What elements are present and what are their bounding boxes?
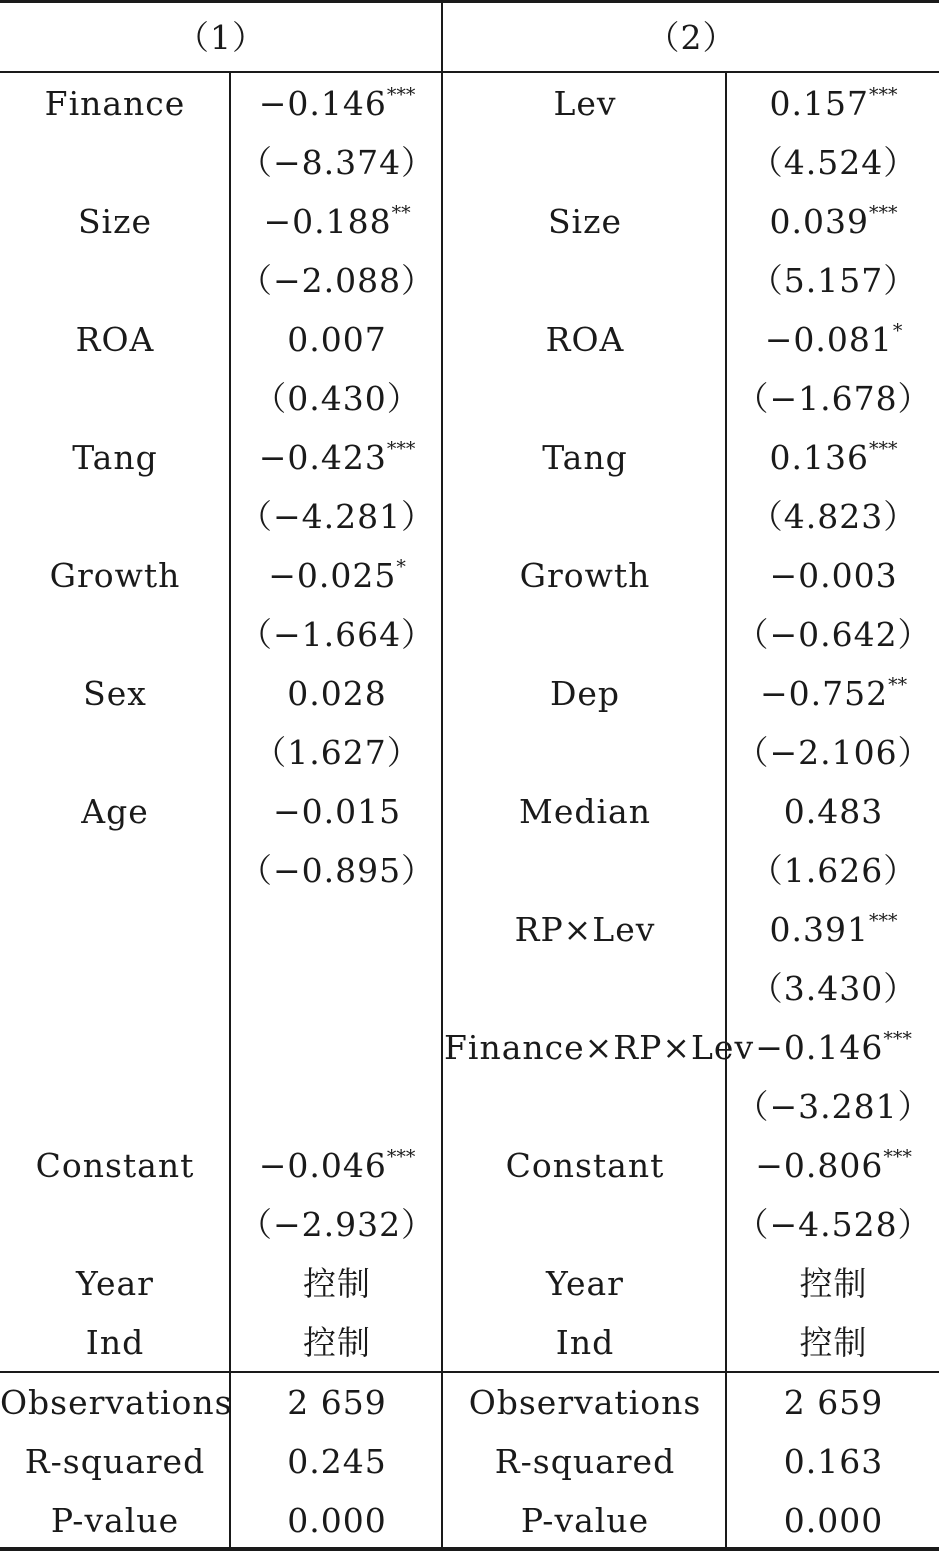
- variable-label-right-text: ROA: [545, 320, 625, 359]
- coefficient-left: [232, 900, 442, 959]
- stat-value-right: [728, 1491, 939, 1550]
- coefficient-left-text: 控制: [303, 1264, 371, 1303]
- variable-label-left: [0, 841, 230, 900]
- significance-stars: ***: [386, 1146, 416, 1168]
- coefficient-left-text: −0.046: [258, 1146, 387, 1185]
- variable-label-left: [0, 1077, 230, 1136]
- stat-label-left: [0, 1491, 230, 1550]
- coefficient-right: [728, 487, 939, 546]
- stat-value-right: [728, 1373, 939, 1432]
- variable-label-right: [444, 841, 726, 900]
- stat-value-right-text: 2 659: [783, 1383, 884, 1422]
- significance-stars: **: [391, 202, 411, 224]
- coefficient-right-text: 控制: [799, 1264, 868, 1303]
- variable-label-right-text: Size: [547, 202, 623, 241]
- variable-label-right-text: Year: [546, 1264, 624, 1303]
- coefficient-left: [232, 1313, 442, 1372]
- column-header-2: （2）: [646, 18, 737, 57]
- coefficient-left-text: −0.146: [258, 84, 387, 123]
- coefficient-right: [728, 1136, 939, 1195]
- stat-label-left: [0, 1373, 233, 1432]
- variable-label-left-text: Age: [81, 792, 149, 831]
- coefficient-right-text: 0.391: [769, 910, 869, 949]
- column-header-1: （1）: [176, 18, 266, 57]
- coefficient-right: [728, 1313, 939, 1372]
- significance-stars: ***: [386, 438, 416, 460]
- variable-label-left: [0, 1136, 230, 1195]
- variable-label-right: [444, 74, 726, 133]
- coefficient-left-text: （−4.281）: [238, 497, 436, 536]
- significance-stars: ***: [868, 84, 898, 106]
- coefficient-right-text: 0.483: [783, 792, 884, 831]
- coefficient-right: [728, 251, 939, 310]
- coefficient-left-text: （−8.374）: [238, 143, 436, 182]
- coefficient-right-text: （−3.281）: [735, 1087, 932, 1126]
- significance-stars: *: [892, 320, 903, 342]
- coefficient-right: [728, 1018, 939, 1077]
- coefficient-right: [728, 723, 939, 782]
- significance-stars: ***: [868, 438, 898, 460]
- coefficient-right-text: 控制: [799, 1323, 868, 1362]
- stat-label-left-text: R-squared: [24, 1442, 206, 1481]
- coefficient-right: [728, 959, 939, 1018]
- stat-value-left: [232, 1432, 442, 1491]
- coefficient-right-text: 0.136: [769, 438, 869, 477]
- stat-value-left-text: 0.000: [287, 1501, 387, 1540]
- variable-label-right: [444, 428, 726, 487]
- variable-label-right: [444, 1018, 755, 1077]
- coefficient-right: [728, 369, 939, 428]
- variable-label-right-text: Growth: [519, 556, 651, 595]
- coefficient-left-text: −0.015: [272, 792, 402, 831]
- coefficient-left: [232, 428, 442, 487]
- variable-label-right: [444, 310, 726, 369]
- coefficient-left: [232, 546, 442, 605]
- coefficient-right-text: （−2.106）: [735, 733, 932, 772]
- coefficient-left: [232, 723, 442, 782]
- coefficient-right-text: −0.003: [769, 556, 898, 595]
- coefficient-right: [728, 841, 939, 900]
- coefficient-right: [728, 782, 939, 841]
- variable-label-right: [444, 605, 726, 664]
- stat-value-left-text: 2 659: [287, 1383, 387, 1422]
- coefficient-right: [728, 546, 939, 605]
- stat-value-left-text: 0.245: [287, 1442, 387, 1481]
- coefficient-left: [232, 1136, 442, 1195]
- variable-label-left-text: Growth: [49, 556, 181, 595]
- variable-label-right: [444, 959, 726, 1018]
- variable-label-right-text: Tang: [542, 438, 628, 477]
- variable-label-left: [0, 723, 230, 782]
- coefficient-left-text: （−2.932）: [238, 1205, 436, 1244]
- variable-label-right: [444, 1313, 726, 1372]
- variable-label-left: [0, 133, 230, 192]
- variable-label-right-text: Constant: [505, 1146, 665, 1185]
- variable-label-left: [0, 1254, 230, 1313]
- variable-label-right-text: Lev: [553, 84, 617, 123]
- coefficient-right-text: （−1.678）: [735, 379, 932, 418]
- coefficient-left-text: （−2.088）: [238, 261, 436, 300]
- header-rule: [0, 71, 939, 73]
- stat-label-left-text: Observations: [0, 1383, 233, 1422]
- coefficient-left: [232, 192, 442, 251]
- variable-label-left: [0, 1018, 230, 1077]
- coefficient-left-text: （−0.895）: [238, 851, 436, 890]
- variable-label-left: [0, 74, 230, 133]
- coefficient-left-text: （0.430）: [253, 379, 421, 418]
- coefficient-right-text: −0.081: [764, 320, 893, 359]
- significance-stars: ***: [868, 202, 898, 224]
- coefficient-left: [232, 133, 442, 192]
- coefficient-right-text: 0.157: [769, 84, 869, 123]
- coefficient-right: [728, 192, 939, 251]
- stat-value-left: [232, 1373, 442, 1432]
- coefficient-left: [232, 251, 442, 310]
- variable-label-left: [0, 605, 230, 664]
- coefficient-left: [232, 310, 442, 369]
- significance-stars: ***: [883, 1028, 912, 1050]
- variable-label-right: [444, 251, 726, 310]
- variable-label-right: [444, 900, 726, 959]
- coefficient-right-text: （−0.642）: [735, 615, 932, 654]
- significance-stars: *: [396, 556, 406, 578]
- coefficient-left-text: （−1.664）: [238, 615, 436, 654]
- variable-label-right: [444, 1136, 726, 1195]
- variable-label-right: [444, 664, 726, 723]
- coefficient-left: [232, 74, 442, 133]
- coefficient-left: [232, 1195, 442, 1254]
- coefficient-right: [728, 428, 939, 487]
- coefficient-right-text: （1.626）: [749, 851, 918, 890]
- coefficient-right: [728, 133, 939, 192]
- coefficient-left: [232, 1018, 442, 1077]
- variable-label-right: [444, 192, 726, 251]
- variable-label-left: [0, 369, 230, 428]
- variable-label-right: [444, 369, 726, 428]
- coefficient-right: [728, 1195, 939, 1254]
- variable-label-left-text: Size: [77, 202, 153, 241]
- variable-label-left: [0, 959, 230, 1018]
- coefficient-left-text: 0.028: [287, 674, 387, 713]
- coefficient-left: [232, 487, 442, 546]
- coefficient-right-text: （4.524）: [749, 143, 918, 182]
- variable-label-left: [0, 664, 230, 723]
- coefficient-left: [232, 959, 442, 1018]
- coefficient-left-text: （1.627）: [253, 733, 421, 772]
- coefficient-right: [728, 664, 939, 723]
- coefficient-left: [232, 841, 442, 900]
- coefficient-right-text: 0.039: [769, 202, 869, 241]
- variable-label-right-text: Ind: [555, 1323, 615, 1362]
- stat-label-right-text: R-squared: [494, 1442, 676, 1481]
- significance-stars: ***: [868, 910, 898, 932]
- coefficient-left: [232, 605, 442, 664]
- coefficient-right-text: （3.430）: [749, 969, 918, 1008]
- stat-label-left-text: P-value: [50, 1501, 180, 1540]
- coefficient-left-text: −0.423: [258, 438, 387, 477]
- variable-label-right: [444, 546, 726, 605]
- stat-value-right: [728, 1432, 939, 1491]
- stat-label-right-text: Observations: [468, 1383, 702, 1422]
- stat-value-right-text: 0.000: [783, 1501, 884, 1540]
- significance-stars: ***: [386, 84, 416, 106]
- variable-label-left: [0, 310, 230, 369]
- coefficient-left-text: −0.025: [268, 556, 397, 595]
- stat-value-right-text: 0.163: [783, 1442, 884, 1481]
- significance-stars: **: [888, 674, 908, 696]
- variable-label-left: [0, 782, 230, 841]
- variable-label-right: [444, 1077, 726, 1136]
- variable-label-left-text: Year: [76, 1264, 154, 1303]
- variable-label-right-text: Dep: [549, 674, 621, 713]
- significance-stars: ***: [883, 1146, 912, 1168]
- coefficient-right-text: （5.157）: [749, 261, 918, 300]
- variable-label-right-text: Median: [519, 792, 651, 831]
- variable-label-left-text: Tang: [72, 438, 158, 477]
- variable-label-right: [444, 1195, 726, 1254]
- coefficient-right-text: −0.806: [755, 1146, 884, 1185]
- stat-label-right-text: P-value: [520, 1501, 650, 1540]
- variable-label-right-text: RP×Lev: [514, 910, 656, 949]
- stat-label-right: [444, 1432, 726, 1491]
- variable-label-left: [0, 487, 230, 546]
- variable-label-right-text: Finance×RP×Lev: [444, 1028, 755, 1067]
- variable-label-left: [0, 900, 230, 959]
- variable-label-left-text: Sex: [83, 674, 147, 713]
- coefficient-left: [232, 664, 442, 723]
- variable-label-left: [0, 251, 230, 310]
- stat-label-left: [0, 1432, 230, 1491]
- stat-label-right: [444, 1491, 726, 1550]
- variable-label-left: [0, 1313, 230, 1372]
- coefficient-right: [728, 1077, 939, 1136]
- coefficient-right-text: （−4.528）: [735, 1205, 932, 1244]
- variable-label-right: [444, 133, 726, 192]
- coefficient-left: [232, 1077, 442, 1136]
- coefficient-right-text: （4.823）: [749, 497, 918, 536]
- coefficient-right: [728, 310, 939, 369]
- coefficient-left: [232, 1254, 442, 1313]
- stat-value-left: [232, 1491, 442, 1550]
- coefficient-right: [728, 605, 939, 664]
- variable-label-right: [444, 723, 726, 782]
- variable-label-left: [0, 1195, 230, 1254]
- coefficient-right: [728, 1254, 939, 1313]
- coefficient-right-text: −0.146: [755, 1028, 884, 1067]
- coefficient-left-text: −0.188: [263, 202, 392, 241]
- coefficient-left-text: 控制: [303, 1323, 371, 1362]
- variable-label-left-text: ROA: [75, 320, 155, 359]
- coefficient-left-text: 0.007: [287, 320, 387, 359]
- coefficient-left: [232, 782, 442, 841]
- variable-label-right: [444, 1254, 726, 1313]
- variable-label-left: [0, 192, 230, 251]
- variable-label-left-text: Constant: [35, 1146, 195, 1185]
- variable-label-left: [0, 428, 230, 487]
- top-rule: [0, 0, 939, 3]
- variable-label-left: [0, 546, 230, 605]
- variable-label-left-text: Finance: [44, 84, 186, 123]
- coefficient-right: [728, 900, 939, 959]
- variable-label-left-text: Ind: [85, 1323, 145, 1362]
- coefficient-left: [232, 369, 442, 428]
- coefficient-right: [728, 74, 939, 133]
- variable-label-right: [444, 782, 726, 841]
- stat-label-right: [444, 1373, 726, 1432]
- coefficient-right-text: −0.752: [759, 674, 889, 713]
- variable-label-right: [444, 487, 726, 546]
